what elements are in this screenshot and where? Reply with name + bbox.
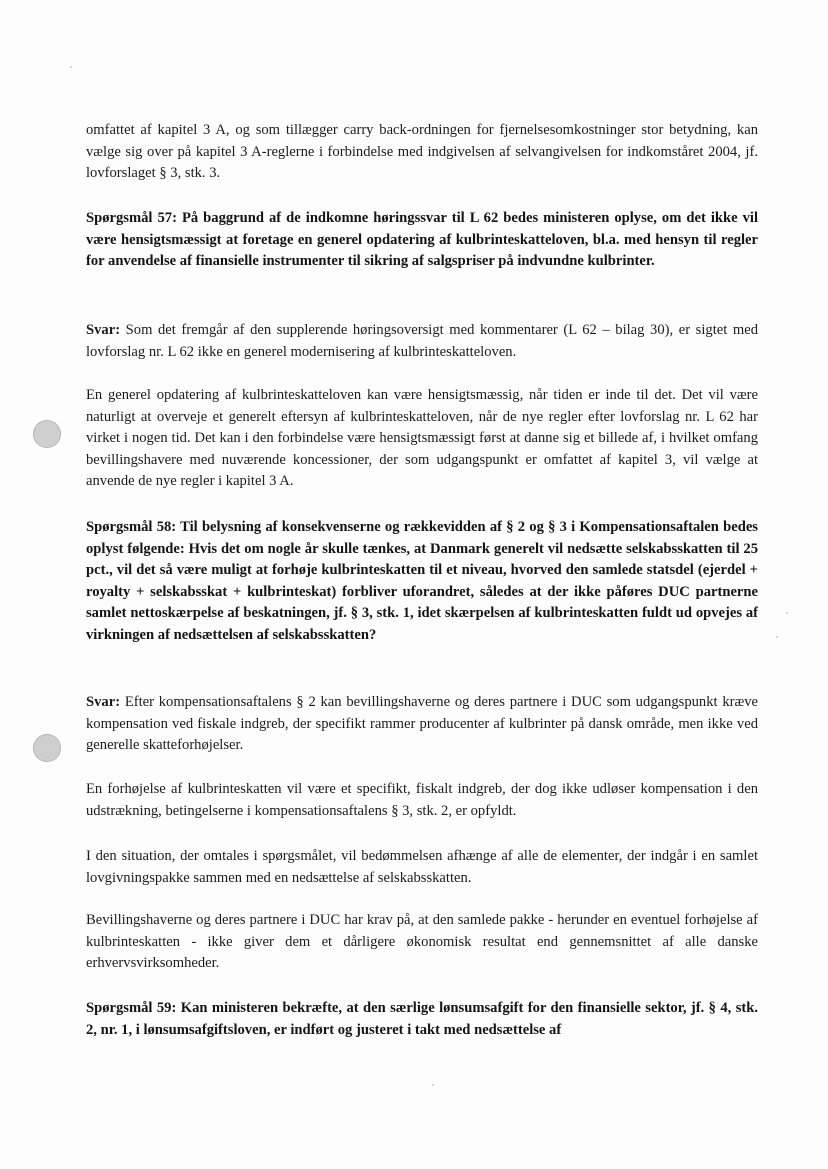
answer-label: Svar: [86,694,121,710]
paragraph-tax-increase: En forhøjelse af kulbrinteskatten vil være et specifikt, fiskalt indgreb, der dog ikke udløser kompensation i den udstrækning, betingelserne i kompensationsaftalens § 3, stk. 2, er opfyldt. [86,781,758,819]
question-58: Spørgsmål 58: Til belysning af konsekvenserne og rækkevidden af § 2 og § 3 i Kompensationsaftalen bedes oplyst følgende: Hvis det om nogle år skulle tænkes, at Danmark generelt vil nedsætte selskabsskatten til 25 pct., vil det så være muligt at forhøje kulbrinteskatten til et niveau, hvorved den samlede statsdel (ejerdel + royalty + selskabsskat + kulbrinteskat) forbliver uforandret, således at der ikke påføres DUC partnerne samlet nettoskærpelse af beskatningen, jf. § 3, stk. 1, idet skærpelsen af kulbrinteskatten fuldt ud opvejes af virkningen af nedsættelsen af selskabsskatten? [86,519,758,643]
scan-speck [776,636,778,638]
paragraph-general-update: En generel opdatering af kulbrinteskatteloven kan være hensigtsmæssig, når tiden er inde til det. Det vil være naturligt at overveje et generelt eftersyn af kulbrinteskatteloven, når de nye regler efter lovforslag nr. L 62 har virket i nogen tid. Det kan i den forbindelse være hensigtsmæssigt først at danne sig et billede af, i hvilket omfang bevillingshavere med nuværende koncessioner, der som udgangspunkt er omfattet af kapitel 3, vil vælge at anvende de nye regler i kapitel 3 A. [86,387,758,490]
question-59: Spørgsmål 59: Kan ministeren bekræfte, at den særlige lønsumsafgift for den finansielle sektor, jf. § 4, stk. 2, nr. 1, i lønsumsafgiftsloven, er indført og justeret i takt med nedsættelse af [86,1000,758,1038]
answer-58-text: Efter kompensationsaftalens § 2 kan bevillingshaverne og deres partnere i DUC som udgangspunkt kræve kompensation ved fiskale indgreb, der specifikt rammer producenter af kulbrinter på dansk område, men ikke ved generelle skatteforhøjelser. [86,694,758,754]
scan-speck [70,66,72,68]
scan-speck [432,1084,434,1086]
paragraph-carry-back: omfattet af kapitel 3 A, og som tillægger carry back-ordningen for fjernelsesomkostninger stor betydning, kan vælge sig over på kapitel 3 A-reglerne i forbindelse med indgivelsen af selvangivelsen for indkomståret 2004, jf. lovforslaget § 3, stk. 3. [86,122,758,182]
punch-hole-icon [33,734,61,762]
scan-speck [786,612,788,614]
answer-label: Svar: [86,322,121,338]
question-57: Spørgsmål 57: På baggrund af de indkomne høringssvar til L 62 bedes ministeren oplyse, om det ikke vil være hensigtsmæssigt at foretage en generel opdatering af kulbrinteskatteloven, bl.a. med hensyn til regler for anvendelse af finansielle instrumenter til sikring af salgspriser på indvundne kulbrinter. [86,210,758,270]
paragraph-duc-partners: Bevillingshaverne og deres partnere i DUC har krav på, at den samlede pakke - herunder en eventuel forhøjelse af kulbrinteskatten - ikke giver dem et dårligere økonomisk resultat end gennemsnittet af alle danske erhvervsvirksomheder. [86,912,758,972]
paragraph-situation: I den situation, der omtales i spørgsmålet, vil bedømmelsen afhænge af alle de elementer, der indgår i en samlet lovgivningspakke sammen med en nedsættelse af selskabsskatten. [86,848,758,886]
answer-57 [86,320,758,363]
answer-58 [86,692,758,757]
punch-hole-icon [33,420,61,448]
answer-57-text: Som det fremgår af den supplerende høringsoversigt med kommentarer (L 62 – bilag 30), er sigtet med lovforslag nr. L 62 ikke en generel modernisering af kulbrinteskatteloven. [86,322,758,360]
